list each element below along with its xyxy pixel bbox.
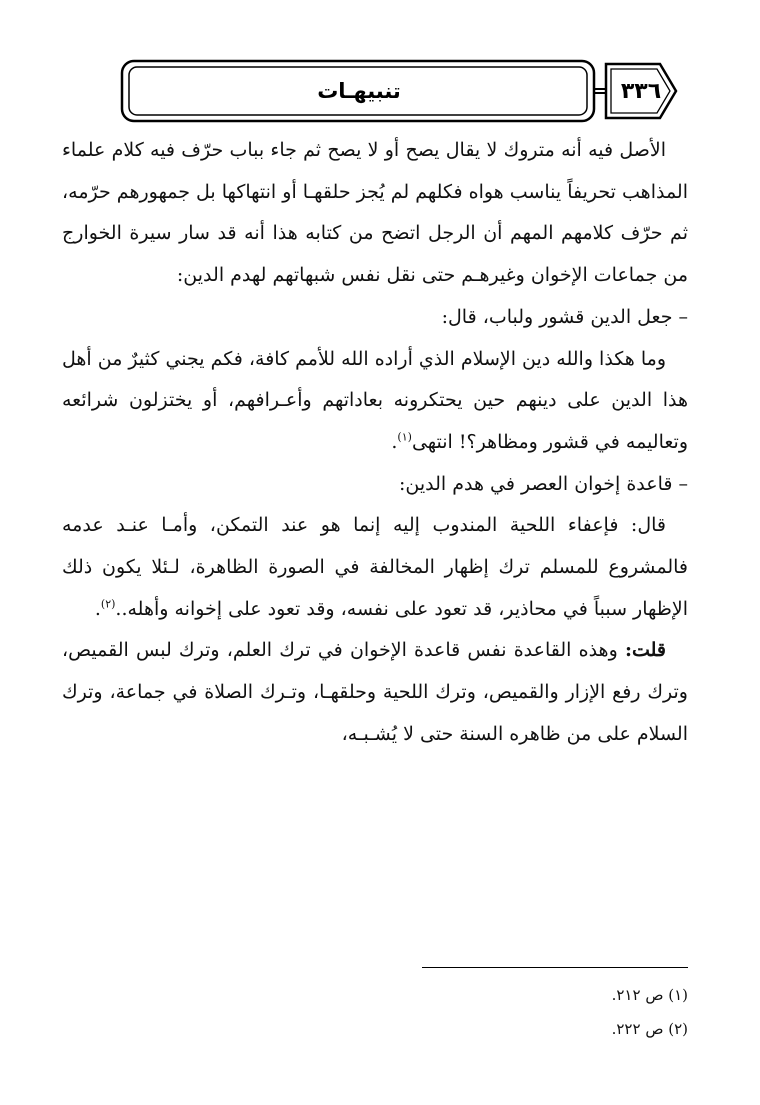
footnotes xyxy=(330,978,688,1046)
footnote-2: (٢) ص ٢٢٢. xyxy=(611,1020,688,1038)
comment-paragraph xyxy=(62,630,688,755)
comment-lead: قلت: xyxy=(624,639,666,662)
bullet-heading-2: – قاعدة إخوان العصر في هدم الدين: xyxy=(398,472,688,495)
main-text xyxy=(62,130,688,756)
page-header xyxy=(120,58,680,124)
bullet-heading-1: – جعل الدين قشور ولباب، قال: xyxy=(441,305,688,328)
page-number: ٣٣٦ xyxy=(620,78,662,104)
quote-paragraph-1 xyxy=(62,339,688,464)
quote-1-end: . xyxy=(391,430,398,453)
paragraph-intro: الأصل فيه أنه متروك لا يقال يصح أو لا يصح ثم جاء بباب حرّف فيه كلام علماء المذاهب تحريفاً يناسب هواه فكلهم لم يُجز حلقهـا أو انتهاكها بل جمهورهم حرّمه، ثم حرّف كلامهم المهم أن الرجل اتضح من كتابه هذا أنه قد سار سيرة الخوارج من جماعات الإخوان وغيرهـم حتى نقل نفس شبهاتهم لهدم الدين: xyxy=(62,139,688,287)
footnote-divider xyxy=(422,967,688,968)
footnote-ref-1[interactable]: (١) xyxy=(397,430,412,444)
comment-text: وهذه القاعدة نفس قاعدة الإخوان في ترك العلم، وترك لبس القميص، وترك رفع الإزار والقميص، وترك اللحية وحلقهـا، وتـرك الصلاة في جماعة، وترك السلام على من ظاهره السنة حتى لا يُشـبـه، xyxy=(62,639,688,745)
footnote-1: (١) ص ٢١٢. xyxy=(611,986,688,1004)
quote-2-end: . xyxy=(94,597,101,620)
footnote-ref-2[interactable]: (٢) xyxy=(100,597,116,611)
quote-1-text: وما هكذا والله دين الإسلام الذي أراده الله للأمم كافة، فكم يجني كثيرٌ من أهل هذا الدين على دينهم حين يحتكرونه بعاداتهم وأعـرافهم، أو يختزلون شرائعه وتعاليمه في قشور ومظاهر؟! انتهى xyxy=(62,347,688,453)
page-title: تنبيهـات xyxy=(317,79,401,103)
quote-paragraph-2 xyxy=(62,505,688,630)
quote-2-text: قال: فإعفاء اللحية المندوب إليه إنما هو عند التمكن، وأمـا عنـد عدمه فالمشروع للمسلم ترك إظهار المخالفة في الصورة الظاهرة، لـئلا يكون ذلك الإظهار سبباً في محاذير، قد تعود على نفسه، وقد تعود على إخوانه وأهله.. xyxy=(62,514,688,620)
